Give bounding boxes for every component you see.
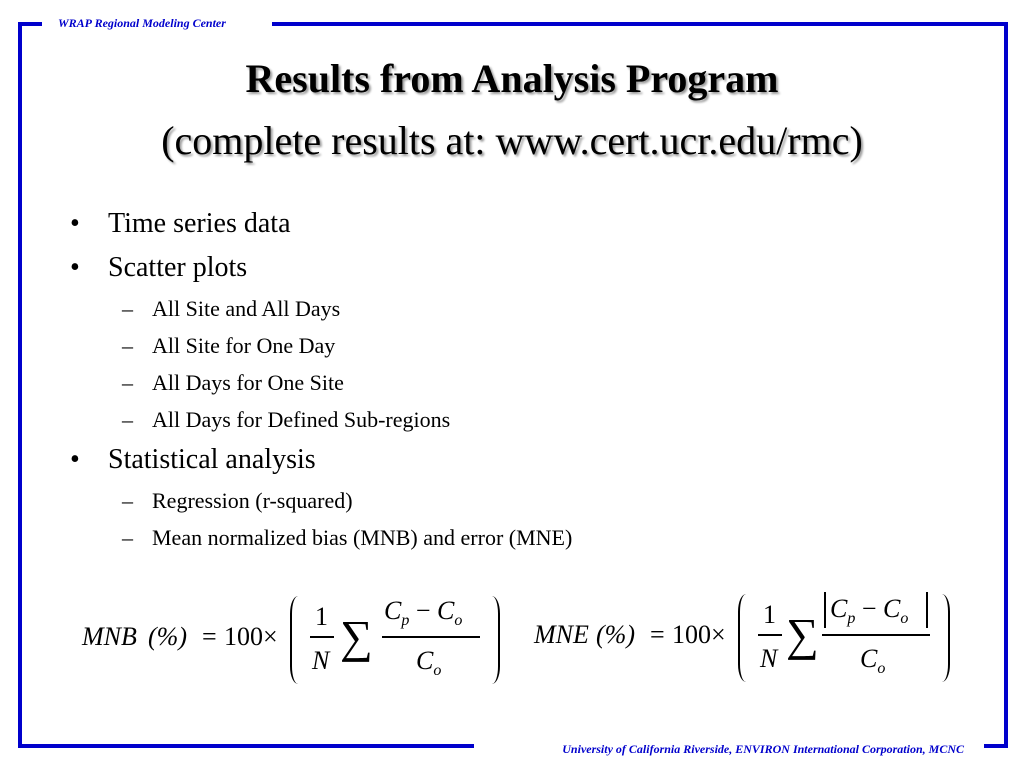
mnb-n: N (312, 646, 330, 675)
list-item (70, 370, 572, 396)
list-item-text: All Days for Defined Sub-regions (152, 407, 451, 432)
mne-percent: (%) (596, 620, 635, 649)
mne-lhs: MNE (534, 620, 589, 649)
frame-bottom-right (984, 744, 1008, 748)
dash-mark: – (122, 407, 133, 432)
mnb-denominator (416, 646, 442, 679)
mne-left-paren (738, 594, 754, 682)
bullet-list (70, 208, 572, 562)
list-item (70, 444, 572, 476)
mnb-equals: = (202, 622, 217, 651)
list-item (70, 333, 572, 359)
dash-mark: – (122, 525, 133, 550)
mne-n: N (760, 644, 778, 673)
mne-numerator (830, 594, 909, 627)
mnb-numerator (384, 596, 463, 629)
mne-o-top: o (900, 610, 909, 627)
mnb-sum: ∑ (340, 611, 373, 662)
mnb-factor: 100× (224, 622, 278, 651)
list-item-text: Regression (r-squared) (152, 488, 353, 513)
dash-mark: – (122, 488, 133, 513)
mnb-right-paren (484, 596, 500, 684)
mne-factor: 100× (672, 620, 726, 649)
mnb-left-paren (290, 596, 306, 684)
list-item (70, 488, 572, 514)
bullet-mark: • (70, 252, 80, 283)
mne-formula (534, 582, 954, 692)
list-item-text: All Site and All Days (152, 296, 341, 321)
list-item-text: Time series data (108, 208, 291, 239)
mne-right-paren (934, 594, 950, 682)
mne-co: C (860, 644, 878, 673)
list-item (70, 407, 572, 433)
mne-one-over-n-bar (758, 634, 782, 636)
footer-label: University of California Riverside, ENVIRON International Corporation, MCNC (562, 742, 964, 756)
list-item (70, 208, 572, 240)
frame-bottom-left (18, 744, 474, 748)
mnb-percent: (%) (148, 622, 187, 651)
mne-minus: − (861, 594, 877, 623)
mnb-minus: − (415, 596, 431, 625)
page-title: Results from Analysis Program (245, 56, 779, 101)
mnb-cp: C (384, 596, 402, 625)
mnb-co-top: C (437, 596, 455, 625)
header-label: WRAP Regional Modeling Center (58, 16, 226, 30)
page-subtitle: (complete results at: www.cert.ucr.edu/rmc) (161, 118, 863, 163)
mne-sum: ∑ (786, 609, 819, 660)
mne-co-top: C (883, 594, 901, 623)
mnb-o-top: o (454, 612, 463, 629)
list-item-text: Mean normalized bias (MNB) and error (MNE) (152, 525, 573, 550)
list-item-text: All Site for One Day (152, 333, 336, 358)
list-item (70, 296, 572, 322)
mne-o: o (877, 660, 886, 677)
mnb-o: o (433, 662, 442, 679)
list-item-text: Scatter plots (108, 252, 248, 283)
mnb-one: 1 (315, 602, 328, 631)
mnb-co: C (416, 646, 434, 675)
dash-mark: – (122, 370, 133, 395)
list-item-text: Statistical analysis (108, 444, 316, 475)
mnb-p: p (401, 612, 410, 629)
mnb-lhs: MNB (82, 622, 137, 651)
list-item (70, 252, 572, 284)
list-item-text: All Days for One Site (152, 370, 344, 395)
dash-mark: – (122, 296, 133, 321)
frame-top-right (272, 22, 1008, 26)
bullet-mark: • (70, 444, 80, 475)
mnb-fraction-bar (382, 636, 480, 638)
list-item (70, 525, 572, 551)
bullet-mark: • (70, 208, 80, 239)
mne-fraction-bar (822, 634, 930, 636)
mne-abs-right-bar (926, 592, 928, 628)
mne-denominator (860, 644, 886, 677)
mnb-one-over-n-bar (310, 636, 334, 638)
mnb-formula (82, 584, 502, 694)
mne-p: p (847, 610, 856, 627)
mne-cp: C (830, 594, 848, 623)
dash-mark: – (122, 333, 133, 358)
mne-equals: = (650, 620, 665, 649)
mne-one: 1 (763, 600, 776, 629)
mne-abs-left-bar (824, 592, 826, 628)
